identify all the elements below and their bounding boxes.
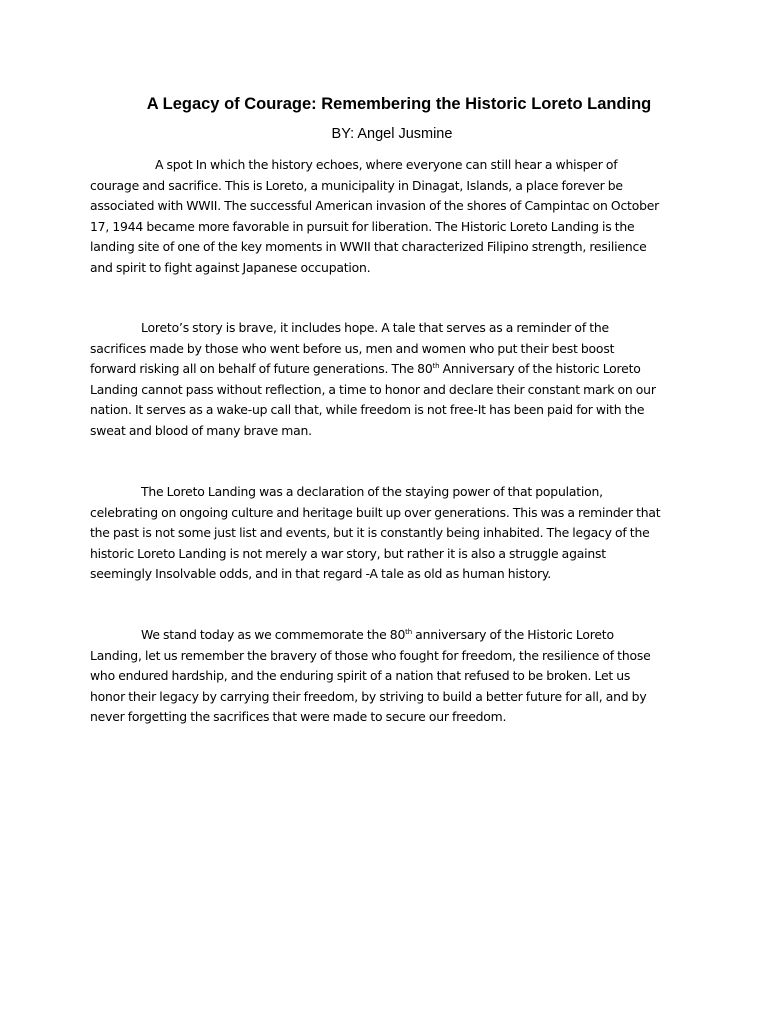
paragraph-line: never forgetting the sacrifices that were made to secure our freedom. [90,709,507,724]
paragraph-line [90,359,680,380]
paragraph-2 [90,318,680,441]
paragraph-line: historic Loreto Landing is not merely a war story, but rather it is also a struggle against [90,545,606,561]
ordinal-suffix: th [405,628,412,636]
paragraph-line: associated with WWII. The successful American invasion of the shores of Campintac on October [90,198,660,213]
paragraph-line: 17, 1944 became more favorable in pursuit for liberation. The Historic Loreto Landing is the [90,218,635,234]
paragraph-line: landing site of one of the key moments in WWII that characterized Filipino strength, resilience [90,239,647,254]
ordinal-suffix: th [432,362,440,370]
author-byline: BY: Angel Jusmine [331,126,453,142]
paragraph-line: celebrating on ongoing culture and heritage built up over generations. This was a reminder that [90,504,661,520]
line-text: Anniversary of the historic Loreto [439,361,641,376]
paragraph-line: sacrifices made by those who went before us, men and women who put their best boost [90,340,615,356]
paragraph-line: Loreto’s story is brave, it includes hope. A tale that serves as a reminder of the [141,320,609,335]
paragraph-line: sweat and blood of many brave man. [90,422,312,438]
paragraph-line: nation. It serves as a wake-up call that, while freedom is not free-It has been paid for with the [90,402,645,417]
paragraph-line: honor their legacy by carrying their freedom, by striving to build a better future for all, and by [90,688,647,704]
paragraph-1 [90,155,680,278]
paragraph-line: who endured hardship, and the enduring spirit of a nation that refused to be broken. Let us [90,668,631,683]
paragraph-line: A spot In which the history echoes, where everyone can still hear a whisper of [155,157,618,172]
line-text: We stand today as we commemorate the 80 [141,627,406,642]
line-text: forward risking all on behalf of future generations. The 80 [90,361,433,376]
paragraph-line: Landing, let us remember the bravery of those who fought for freedom, the resilience of those [90,647,651,663]
paragraph-line: courage and sacrifice. This is Loreto, a municipality in Dinagat, Islands, a place forever be [90,177,623,193]
paragraph-line: and spirit to fight against Japanese occupation. [90,259,371,275]
paragraph-3 [90,482,680,585]
paragraph-line: The Loreto Landing was a declaration of the staying power of that population, [141,484,603,499]
line-text: anniversary of the Historic Loreto [411,627,614,642]
paragraph-line [90,625,680,646]
document-title: A Legacy of Courage: Remembering the Historic Loreto Landing [146,95,652,113]
paragraph-line: seemingly Insolvable odds, and in that regard -A tale as old as human history. [90,566,551,581]
paragraph-line: the past is not some just list and events, but it is constantly being inhabited. The legacy of the [90,525,650,540]
paragraph-line: Landing cannot pass without reflection, a time to honor and declare their constant mark on our [90,381,656,397]
paragraph-4 [90,625,680,728]
